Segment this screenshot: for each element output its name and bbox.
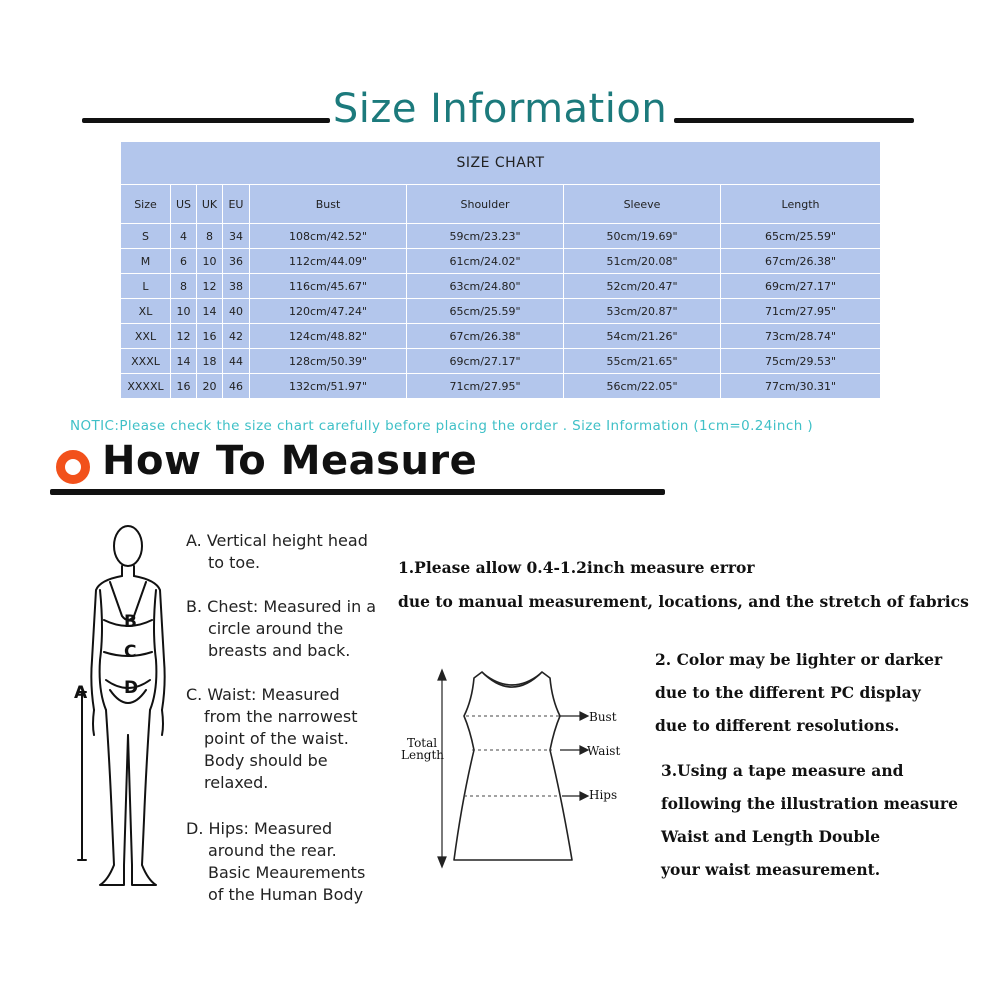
dress-label-bust: Bust <box>589 710 617 724</box>
note-2-line-3: due to different resolutions. <box>655 716 900 735</box>
how-to-measure-title: How To Measure <box>102 438 478 484</box>
table-row <box>121 349 881 374</box>
table-cell: 73cm/28.74" <box>721 324 881 349</box>
table-cell: 12 <box>197 274 223 299</box>
size-chart-table <box>120 141 881 399</box>
table-cell: 14 <box>171 349 197 374</box>
note-1-line-1: 1.Please allow 0.4-1.2inch measure error <box>398 558 755 577</box>
table-cell: 8 <box>197 224 223 249</box>
column-header: Bust <box>250 185 407 224</box>
table-header-row <box>121 185 881 224</box>
column-header: Shoulder <box>407 185 564 224</box>
table-cell: 4 <box>171 224 197 249</box>
dress-diagram-icon <box>400 660 640 875</box>
instruction-line: Basic Meaurements <box>208 863 366 882</box>
figure-label-a: A <box>74 683 88 703</box>
table-cell: 12 <box>171 324 197 349</box>
table-cell: 128cm/50.39" <box>250 349 407 374</box>
instruction-b <box>186 596 376 662</box>
table-cell: 56cm/22.05" <box>564 374 721 399</box>
instruction-d <box>186 818 365 906</box>
note-3-line-4: your waist measurement. <box>661 860 881 879</box>
instruction-line: around the rear. <box>208 841 337 860</box>
human-body-figure-icon <box>60 520 180 900</box>
note-3-line-3: Waist and Length Double <box>661 827 881 846</box>
dress-label-length: Length <box>401 748 445 762</box>
table-cell: 40 <box>223 299 250 324</box>
figure-label-d: D <box>124 678 139 698</box>
instruction-a <box>186 530 368 574</box>
table-cell: 10 <box>171 299 197 324</box>
instruction-line: C. Waist: Measured <box>186 685 340 704</box>
note-3-line-2: following the illustration measure <box>661 794 958 813</box>
table-row <box>121 374 881 399</box>
table-cell: 18 <box>197 349 223 374</box>
table-row <box>121 299 881 324</box>
instruction-line: B. Chest: Measured in a <box>186 597 377 616</box>
table-cell: 54cm/21.26" <box>564 324 721 349</box>
instruction-line: of the Human Body <box>208 885 364 904</box>
table-cell: XXXL <box>121 349 171 374</box>
note-3-line-1: 3.Using a tape measure and <box>661 761 904 780</box>
table-cell: 112cm/44.09" <box>250 249 407 274</box>
table-body <box>121 224 881 399</box>
table-cell: 51cm/20.08" <box>564 249 721 274</box>
instruction-line: breasts and back. <box>208 641 351 660</box>
table-cell: 36 <box>223 249 250 274</box>
table-cell: 42 <box>223 324 250 349</box>
column-header: Length <box>721 185 881 224</box>
column-header: US <box>171 185 197 224</box>
table-row <box>121 224 881 249</box>
table-cell: 50cm/19.69" <box>564 224 721 249</box>
note-2-line-2: due to the different PC display <box>655 683 921 702</box>
table-cell: 75cm/29.53" <box>721 349 881 374</box>
table-cell: 44 <box>223 349 250 374</box>
instruction-line: circle around the <box>208 619 344 638</box>
table-row <box>121 274 881 299</box>
table-cell: 67cm/26.38" <box>407 324 564 349</box>
table-cell: 116cm/45.67" <box>250 274 407 299</box>
table-cell: 108cm/42.52" <box>250 224 407 249</box>
orange-ring-icon <box>56 450 90 484</box>
table-cell: 69cm/27.17" <box>721 274 881 299</box>
instruction-line: from the narrowest <box>204 707 358 726</box>
size-information-header <box>0 80 1000 150</box>
table-cell: 46 <box>223 374 250 399</box>
table-row <box>121 249 881 274</box>
dress-label-total: Total <box>407 736 438 750</box>
table-cell: 77cm/30.31" <box>721 374 881 399</box>
table-cell: XL <box>121 299 171 324</box>
table-cell: 14 <box>197 299 223 324</box>
page-title: Size Information <box>332 86 668 132</box>
table-cell: 71cm/27.95" <box>721 299 881 324</box>
instruction-line: to toe. <box>208 553 261 572</box>
note-1-line-2: due to manual measurement, locations, and the stretch of fabrics <box>398 592 969 611</box>
table-cell: 65cm/25.59" <box>721 224 881 249</box>
instruction-line: A. Vertical height head <box>186 531 368 550</box>
table-cell: 16 <box>197 324 223 349</box>
size-chart-caption: SIZE CHART <box>121 142 881 185</box>
instruction-line: Body should be <box>204 751 328 770</box>
instruction-line: point of the waist. <box>204 729 349 748</box>
table-cell: 20 <box>197 374 223 399</box>
size-notice: NOTIC:Please check the size chart carefully before placing the order . Size Information (1cm=0.24inch ) <box>70 418 814 434</box>
table-cell: XXXXL <box>121 374 171 399</box>
table-cell: 59cm/23.23" <box>407 224 564 249</box>
table-cell: 52cm/20.47" <box>564 274 721 299</box>
table-cell: 63cm/24.80" <box>407 274 564 299</box>
note-2-line-1: 2. Color may be lighter or darker <box>655 650 943 669</box>
instruction-line: D. Hips: Measured <box>186 819 333 838</box>
table-cell: XXL <box>121 324 171 349</box>
column-header: Sleeve <box>564 185 721 224</box>
table-cell: 16 <box>171 374 197 399</box>
table-cell: 67cm/26.38" <box>721 249 881 274</box>
instruction-c <box>186 684 357 794</box>
table-cell: S <box>121 224 171 249</box>
table-cell: 34 <box>223 224 250 249</box>
column-header: UK <box>197 185 223 224</box>
instruction-line: relaxed. <box>204 773 269 792</box>
column-header: Size <box>121 185 171 224</box>
table-row <box>121 324 881 349</box>
figure-label-c: C <box>124 642 137 662</box>
how-to-measure-rule <box>50 489 665 495</box>
table-cell: 10 <box>197 249 223 274</box>
table-cell: 6 <box>171 249 197 274</box>
table-cell: 65cm/25.59" <box>407 299 564 324</box>
table-cell: 69cm/27.17" <box>407 349 564 374</box>
table-cell: 132cm/51.97" <box>250 374 407 399</box>
table-cell: M <box>121 249 171 274</box>
table-cell: 61cm/24.02" <box>407 249 564 274</box>
table-cell: 71cm/27.95" <box>407 374 564 399</box>
table-cell: L <box>121 274 171 299</box>
table-cell: 55cm/21.65" <box>564 349 721 374</box>
table-cell: 53cm/20.87" <box>564 299 721 324</box>
column-header: EU <box>223 185 250 224</box>
table-cell: 124cm/48.82" <box>250 324 407 349</box>
table-cell: 120cm/47.24" <box>250 299 407 324</box>
dress-label-hips: Hips <box>589 788 618 802</box>
dress-label-waist: Waist <box>587 744 621 758</box>
figure-label-b: B <box>124 612 137 632</box>
table-cell: 8 <box>171 274 197 299</box>
table-cell: 38 <box>223 274 250 299</box>
